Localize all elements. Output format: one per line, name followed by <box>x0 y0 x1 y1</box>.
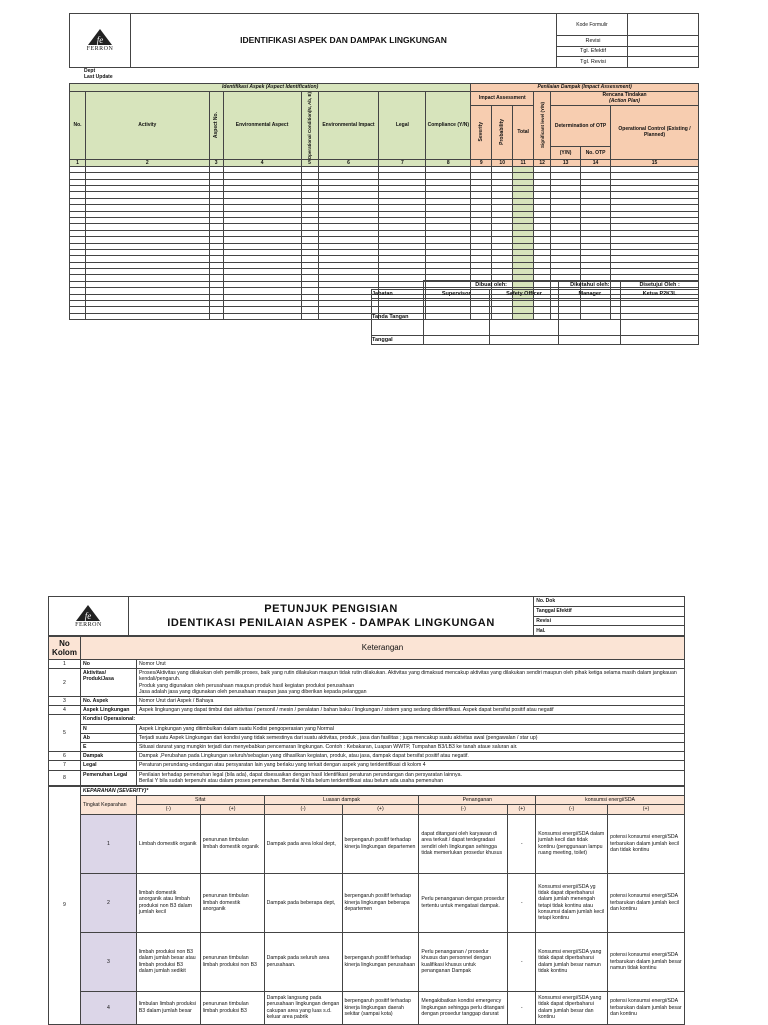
row-number: 3 <box>49 697 81 706</box>
row-number: 5 <box>49 715 81 752</box>
date-safety-officer[interactable] <box>489 336 559 345</box>
col-activity: Activity <box>85 91 209 159</box>
column-number: 1 <box>70 159 86 166</box>
severity-group-row <box>49 796 685 805</box>
severity-cell: penurunan timbulan limbah produksi non B3 <box>200 932 264 991</box>
col-otp-yn: (Y/N) <box>551 146 581 159</box>
ferron-logo-2 <box>49 604 128 628</box>
col-env-impact: Environmental Impact <box>318 91 379 159</box>
dibuat-oleh: Dibuat oleh: <box>423 281 559 290</box>
col-operational-control: Operational Control (Existing / Planned) <box>611 105 699 159</box>
ferron-logo <box>70 28 130 52</box>
meta-tanggal-efektif: Tanggal Efektif <box>534 606 685 616</box>
kondisi-operasional <box>49 715 685 752</box>
severity-cell: Dampak pada area lokal dept, <box>264 814 342 873</box>
severity-row <box>49 873 685 932</box>
column-number: 6 <box>318 159 379 166</box>
instruction-form <box>48 596 685 1025</box>
list-item <box>49 706 685 715</box>
instruction-title: PETUNJUK PENGISIAN IDENTIKASI PENILAIAN ASPEK - DAMPAK LINGKUNGAN <box>128 597 533 636</box>
column-number: 13 <box>551 159 581 166</box>
signature-supervisor[interactable] <box>423 299 489 336</box>
severity-cell: - <box>508 932 536 991</box>
severity-cell: Konsumsi energi/SDA yg tidak dapat diperbaharui dalam jumlah menengah tetapi tidak kontinu atau konsumsi dalam jumlah kecil tetapi kontinu <box>536 873 608 932</box>
list-item <box>49 669 685 697</box>
logo-cell-2 <box>49 597 129 636</box>
severity-group: konsumsi energi/SDA <box>536 796 685 805</box>
role-ketua-p2k3l: Ketua P2K3L <box>621 290 699 299</box>
ferron-logo-icon <box>75 604 101 622</box>
col-no-otp: No. OTP <box>581 146 611 159</box>
severity-cell: penurunan timbulan limbah domestik anorganik <box>200 873 264 932</box>
row-text: Peraturan perundang-undangan atau persyaratan lain yang berlaku yang terkait dengan aspek yang teridentifikasi di kolom 4 <box>136 761 684 770</box>
severity-row <box>49 932 685 991</box>
severity-cell: penurunan timbulan limbah produksi B3 <box>200 991 264 1024</box>
row-number: 9 <box>49 787 81 1025</box>
col-env-aspect: Environmental Aspect <box>223 91 301 159</box>
severity-cell: potensi konsumsi energi/SDA terbarukan dalam jumlah kecil dan tidak kontinu <box>608 814 685 873</box>
column-number: 11 <box>513 159 534 166</box>
meta-tgl-revisi: Tgl. Revisi <box>557 57 628 68</box>
severity-cell: - <box>508 991 536 1024</box>
table-cell[interactable] <box>318 313 379 319</box>
severity-cell: berpengaruh positif terhadap kinerja lingkungan departemen <box>342 814 419 873</box>
ferron-logo-icon <box>87 28 113 46</box>
date-manager[interactable] <box>559 336 621 345</box>
meta-revisi-2: Revisi <box>534 616 685 626</box>
column-number: 4 <box>223 159 301 166</box>
row-text: Proses/Aktivitas yang dilakukan oleh pemilik proses, baik yang rutin dilakukan maupun tidak rutin dilakukan. Aktivitas yang dimaksud mencakup aktivitas yang dilakukan sendiri maupun oleh pihak ketiga selama masih dalam jangkauan kendali/pengaruh. Produk yang digunakan oleh perusahaan maupun produk hasil kegiatan produksi perusahaan Jasa adalah jasa yang digunakan oleh perusahaan maupun jasa yang diberikan kepada pelanggan <box>136 669 684 697</box>
meta-revisi-value[interactable] <box>628 36 699 47</box>
column-number: 9 <box>471 159 492 166</box>
kondisi-title: Kondisi Operasional: <box>80 715 684 724</box>
row-label: Dampak <box>80 752 136 761</box>
group-impact-assessment: Penilaian Dampak (Impact Assessment) <box>471 83 699 91</box>
kondisi-code: Ab <box>80 733 136 742</box>
column-number: 14 <box>581 159 611 166</box>
row-number: 1 <box>49 660 81 669</box>
severity-sign: (-) <box>264 805 342 814</box>
severity-cell: Dampak langsung pada perusahaan lingkungan dengan cakupan area yang luas s.d. keluar area pabrik <box>264 991 342 1024</box>
dept-info <box>69 68 699 83</box>
logo-text-2: FERRON <box>75 622 102 628</box>
severity-row <box>49 814 685 873</box>
severity-cell: potensi konsumsi energi/SDA terbarukan dalam jumlah kecil dan kontinu <box>608 873 685 932</box>
severity-cell: - <box>508 814 536 873</box>
severity-sign: (+) <box>200 805 264 814</box>
form-header <box>69 13 699 68</box>
column-number: 15 <box>611 159 699 166</box>
col-op-condition: Operational Condition(N, Ab, E) <box>301 91 318 159</box>
severity-cell: Perlu penanganan dengan prosedur tertentu untuk mengatasi dampak. <box>419 873 508 932</box>
col-no: No. <box>70 91 86 159</box>
kondisi-title-row <box>49 715 685 724</box>
list-item <box>49 660 685 669</box>
severity-cell: Mengakibatkan kondisi emergency lingkungan sehingga perlu ditangani dengan prosedur tanggap darurat <box>419 991 508 1024</box>
col-no-kolom: No Kolom <box>49 637 81 660</box>
severity-cell: Konsumsi energi/SDA yang tidak dapat diperbaharui dalam jumlah besar dan kontinu <box>536 991 608 1024</box>
severity-sign: (-) <box>419 805 508 814</box>
kondisi-code: E <box>80 743 136 752</box>
list-item <box>49 724 685 733</box>
column-number: 3 <box>209 159 223 166</box>
severity-level: 3 <box>80 932 136 991</box>
severity-cell: potensi konsumsi energi/SDA terbarukan dalam jumlah besar namun tidak kontinu <box>608 932 685 991</box>
row-label: No <box>80 660 136 669</box>
severity-cell: Dampak pada seluruh area perusahaan. <box>264 932 342 991</box>
signature-ketua[interactable] <box>621 299 699 336</box>
row-label: Aktivitas/ Produk/Jasa <box>80 669 136 697</box>
severity-cell: Dampak pada beberapa dept, <box>264 873 342 932</box>
row-label: No. Aspek <box>80 697 136 706</box>
severity-table <box>49 787 685 1025</box>
severity-level: 4 <box>80 991 136 1024</box>
severity-cell: limbulan limbah produksi B3 dalam jumlah besar <box>136 991 200 1024</box>
meta-revisi: Revisi <box>557 36 628 47</box>
signature-safety-officer[interactable] <box>489 299 559 336</box>
rencana-tindakan-header: Rencana Tindakan (Action Plan) <box>551 91 699 105</box>
severity-cell: berpengaruh positif terhadap kinerja lingkungan beberapa departemen <box>342 873 419 932</box>
severity-sign: (-) <box>536 805 608 814</box>
severity-row <box>49 991 685 1024</box>
list-item <box>49 770 685 785</box>
dept-label: Dept <box>84 67 96 74</box>
row-number: 2 <box>49 669 81 697</box>
severity-sign: (+) <box>508 805 536 814</box>
severity-level: 2 <box>80 873 136 932</box>
row-text: Aspek lingkungan yang dapat timbul dari aktivitas / personil / mesin / peralatan / bahan baku / lingkungan / sistem yang sedang diidentifikasi. Aspek dapat bersifat positif atau negatif <box>136 706 684 715</box>
severity-sign-row <box>49 805 685 814</box>
severity-cell: - <box>508 873 536 932</box>
severity-level: 1 <box>80 814 136 873</box>
column-number: 7 <box>379 159 426 166</box>
severity-cell: potensi konsumsi energi/SDA terbarukan dalam jumlah besar dan kontinu <box>608 991 685 1024</box>
date-supervisor[interactable] <box>423 336 489 345</box>
role-supervisor: Supervisor <box>423 290 489 299</box>
signature-block <box>371 280 699 345</box>
row-label: Legal <box>80 761 136 770</box>
kondisi-code: N <box>80 724 136 733</box>
meta-kode-formulir: Kode Formulir <box>557 14 628 36</box>
meta-kode-formulir-value[interactable] <box>628 14 699 36</box>
severity-cell: Perlu penanganan / prosedur khusus dan personnel dengan kualifikasi khusus untuk penanganan Dampak <box>419 932 508 991</box>
severity-group: Penanganan <box>419 796 536 805</box>
severity-sign: (-) <box>136 805 200 814</box>
group-aspect-identification: Identifikasi Aspek (Aspect Identification) <box>70 83 471 91</box>
severity-cell: berpengaruh positif terhadap kinerja lingkungan perusahaan <box>342 932 419 991</box>
signature-manager[interactable] <box>559 299 621 336</box>
column-number: 10 <box>492 159 513 166</box>
jabatan-label: Jabatan <box>372 290 424 299</box>
kondisi-text: Terjadi suatu Aspek Lingkungan dari kondisi yang tidak semestinya dari suatu aktivitas, produk , jasa dan fasilitas ; juga mencakup suatu aktivitas awal (pengawalan / star up) <box>136 733 684 742</box>
severity-cell: dapat ditangani oleh karyawan di area terkait / dapat terdegradasi sendiri oleh lingkungan sehingga tidak memerlukan prosedur khusus <box>419 814 508 873</box>
role-manager: Manager <box>559 290 621 299</box>
meta-hal: Hal. <box>534 626 685 636</box>
tanggal-label: Tanggal <box>372 336 424 345</box>
list-item <box>49 752 685 761</box>
severity-title: KEPARAHAN (SEVERITY)* <box>80 787 684 796</box>
instruction-rows-b <box>49 752 685 786</box>
column-number: 5 <box>301 159 318 166</box>
col-severity: Severity <box>471 105 492 159</box>
severity-cell: Konsumsi energi/SDA dalam jumlah kecil dan tidak kontinu (penggunaan lampu ruang meeting, toilet) <box>536 814 608 873</box>
instruction-body <box>48 636 685 786</box>
severity-sign: (+) <box>342 805 419 814</box>
row-text: Nomor Urut dari Aspek / Bahaya <box>136 697 684 706</box>
column-number: 12 <box>534 159 551 166</box>
diketahui-oleh: Diketahui oleh: <box>559 281 621 290</box>
table-cell[interactable] <box>301 313 318 319</box>
severity-cell: Limbah domestik organik <box>136 814 200 873</box>
row-text: Nomor Urut <box>136 660 684 669</box>
kondisi-text: Aspek Lingkungan yang ditimbulkan dalam suatu Kodisi pengoperasian yang Normal <box>136 724 684 733</box>
svg-text:fe: fe <box>96 35 104 46</box>
impact-assessment-header: Impact Assessment <box>471 91 534 105</box>
form-title: IDENTIFIKASI ASPEK DAN DAMPAK LINGKUNGAN <box>131 14 557 68</box>
env-aspect-form <box>69 13 699 320</box>
severity-sign: (+) <box>608 805 685 814</box>
tingkat-keparahan: Tingkat Keparahan <box>80 796 136 814</box>
severity-cell: Konsumsi energi/SDA yang tidak dapat diperbaharui dalam jumlah besar namun tidak kontinu <box>536 932 608 991</box>
list-item <box>49 697 685 706</box>
tanda-tangan-label: Tanda Tangan <box>372 299 424 336</box>
meta-tgl-efektif: Tgl. Efektif <box>557 46 628 57</box>
table-cell[interactable] <box>223 313 301 319</box>
col-total: Total <box>513 105 534 159</box>
row-label: Aspek Lingkungan <box>80 706 136 715</box>
instruction-rows-a <box>49 660 685 715</box>
severity-cell: limbah domestik anorganik atau limbah produksi non B3 dalam jumlah kecil <box>136 873 200 932</box>
row-number: 6 <box>49 752 81 761</box>
meta-tgl-revisi-value[interactable] <box>628 57 699 68</box>
list-item <box>49 743 685 752</box>
severity-cell: penurunan timbulan limbah domestik organik <box>200 814 264 873</box>
row-number: 4 <box>49 706 81 715</box>
svg-text:fe: fe <box>85 611 92 621</box>
col-aspect-no: Aspect No. <box>209 91 223 159</box>
kondisi-text: Situasi darurat yang mungkin terjadi dan menyebabkan pencemaran lingkungan. Contoh : Kebakaran, Luapan WWTP, Tumpahan B3/LB3 ke tanah ataue saluran air. <box>136 743 684 752</box>
severity-cell: limbah produksi non B3 dalam jumlah besar atau limbah produksi B3 dalam jumlah sedikit <box>136 932 200 991</box>
severity-section <box>48 786 685 1025</box>
date-ketua[interactable] <box>621 336 699 345</box>
determination-otp: Determination of OTP <box>551 105 611 146</box>
table-cell[interactable] <box>85 313 209 319</box>
instruction-header <box>48 596 685 636</box>
column-number-row <box>70 159 699 166</box>
column-number: 8 <box>426 159 471 166</box>
severity-title-row <box>49 787 685 796</box>
col-keterangan: Keterangan <box>80 637 684 660</box>
meta-no-dok: No. Dok <box>534 597 685 607</box>
table-cell[interactable] <box>209 313 223 319</box>
col-legal: Legal <box>379 91 426 159</box>
logo-cell <box>70 14 131 68</box>
col-compliance: Compliance (Y/N) <box>426 91 471 159</box>
col-significant: Significant level (Y/N) <box>534 91 551 159</box>
logo-text: FERRON <box>86 46 114 53</box>
disetujui-oleh: Disetujui Oleh : <box>621 281 699 290</box>
severity-group: Luasan dampak <box>264 796 419 805</box>
row-text: Penilaian terhadap pemenuhan legal (bila ada), dapat disesuaikan dengan hasil Identifikasi peraturan perundangan dan persyaratan lainnya. Berilai Y bila sudah terpenuhi atau dalam proses pemenuhan. Bernilai N bila belum teridentifikasi atau belum ada usaha pemenuhan <box>136 770 684 785</box>
table-cell[interactable] <box>70 313 86 319</box>
role-safety-officer: Safety Officer <box>489 290 559 299</box>
severity-group: Sifat <box>136 796 264 805</box>
row-text: Dampak ,Perubahan pada Lingkungan seluruh/sebagian yang dihasilkan kegiatan, produk, atau jasa, dampak dapat bersifat positif atau negatif. <box>136 752 684 761</box>
list-item <box>49 761 685 770</box>
col-probability: Probability <box>492 105 513 159</box>
list-item <box>49 733 685 742</box>
meta-tgl-efektif-value[interactable] <box>628 46 699 57</box>
column-number: 2 <box>85 159 209 166</box>
row-number: 7 <box>49 761 81 770</box>
severity-cell: berpengaruh positif terhadap kinerja lingkungan daerah sekitar (sampai kota) <box>342 991 419 1024</box>
last-update-label: Last Update <box>84 74 113 80</box>
row-number: 8 <box>49 770 81 785</box>
row-label: Pemenuhan Legal <box>80 770 136 785</box>
